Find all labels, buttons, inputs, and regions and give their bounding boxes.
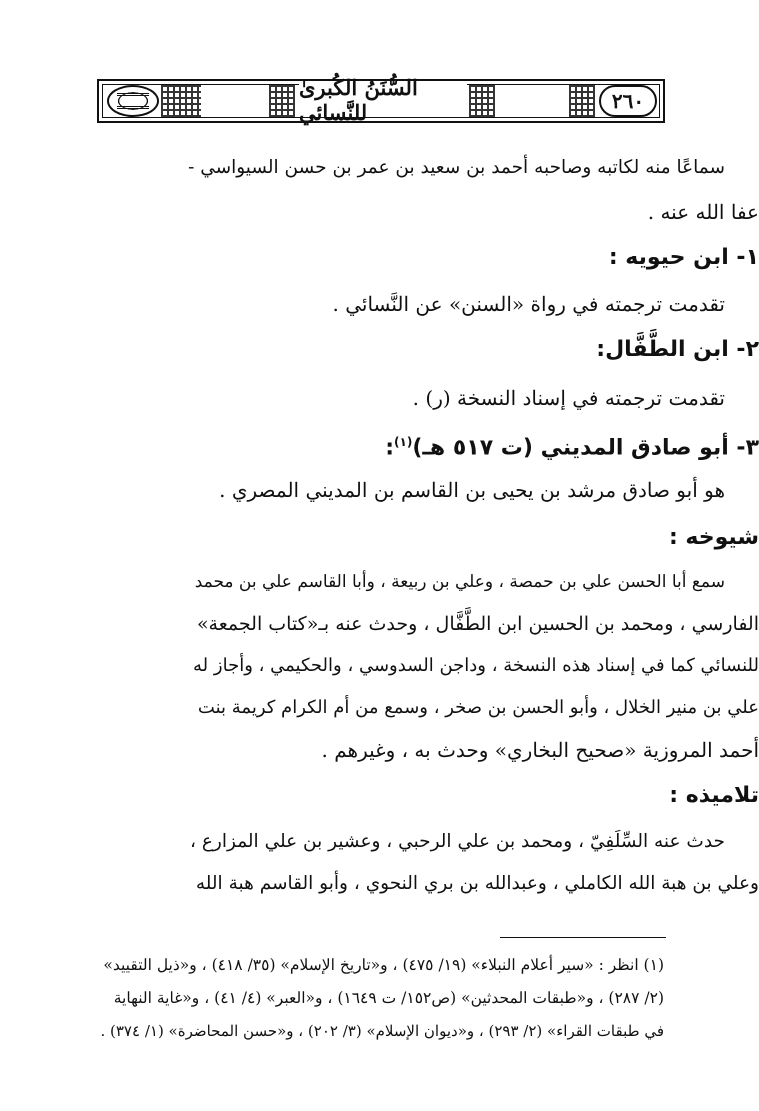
paragraph-line: سمع أبا الحسن علي بن حمصة ، وعلي بن ربيعة ، وأبا القاسم علي بن محمد: [194, 572, 725, 592]
paragraph-line: وعلي بن هبة الله الكاملي ، وعبدالله بن بري النحوي ، وأبو القاسم هبة الله: [195, 873, 759, 894]
footnote-line: (٢/ ٢٨٧) ، و«طبقات المحدثين» (ص١٥٢/ ت ١٦٤٩) ، و«العبر» (٤/ ٤١) ، و«غاية النهاية: [113, 989, 664, 1007]
heading-colon: :: [385, 435, 395, 461]
decorative-border-icon: [469, 85, 495, 117]
page-number: ٢٦٠: [599, 85, 657, 117]
section-heading: ١- ابن حيويه :: [608, 245, 759, 270]
paragraph-line: أحمد المروزية «صحيح البخاري» وحدث به ، وغيرهم .: [321, 738, 759, 762]
running-title: السُّنَنُ الكُبرىٰ للنَّسائي: [299, 83, 467, 117]
decorative-border-icon: [269, 85, 295, 117]
footnote-line: (١) انظر : «سير أعلام النبلاء» (١٩/ ٤٧٥) ، و«تاريخ الإسلام» (٣٥/ ٤١٨) ، و«ذيل التقييد»: [103, 956, 664, 974]
section-heading: ٢- ابن الطَّفَّال:: [596, 337, 759, 362]
body-line: سماعًا منه لكاتبه وصاحبه أحمد بن سعيد بن عمر بن حسن السيواسي -: [188, 157, 725, 178]
subsection-heading: شيوخه :: [668, 525, 759, 550]
footnote-line: في طبقات القراء» (٢/ ٢٩٣) ، و«ديوان الإسلام» (٣/ ٢٠٢) ، و«حسن المحاضرة» (١/ ٣٧٤) .: [100, 1022, 664, 1040]
subsection-heading: تلاميذه :: [669, 783, 759, 808]
section-text: تقدمت ترجمته في رواة «السنن» عن النَّسائي .: [332, 292, 725, 316]
calligraphy-medallion-icon: [107, 85, 159, 117]
section-heading: [187, 422, 759, 468]
section-text: هو أبو صادق مرشد بن يحيى بن القاسم بن المديني المصري .: [219, 478, 725, 502]
body-line: عفا الله عنه .: [647, 200, 759, 224]
decorative-border-icon: [569, 85, 595, 117]
decorative-border-icon: [161, 85, 201, 117]
paragraph-line: الفارسي ، ومحمد بن الحسين ابن الطَّفَّال ، وحدث عنه بـ«كتاب الجمعة»: [196, 613, 759, 635]
paragraph-line: للنسائي كما في إسناد هذه النسخة ، وداجن السدوسي ، والحكيمي ، وأجاز له: [193, 655, 759, 676]
section-heading-text: ٣- أبو صادق المديني (ت ٥١٧ هـ): [412, 435, 759, 461]
paragraph-line: علي بن منير الخلال ، وأبو الحسن بن صخر ، وسمع من أم الكرام كريمة بنت: [197, 697, 759, 718]
footnote-divider: [500, 937, 666, 938]
paragraph-line: حدث عنه السِّلَفِيّ ، ومحمد بن علي الرحبي ، وعشير بن علي المزارع ،: [190, 831, 725, 852]
section-text: تقدمت ترجمته في إسناد النسخة (ر) .: [412, 386, 725, 410]
footnote-reference: (١): [394, 435, 413, 449]
page-header: [97, 75, 665, 125]
